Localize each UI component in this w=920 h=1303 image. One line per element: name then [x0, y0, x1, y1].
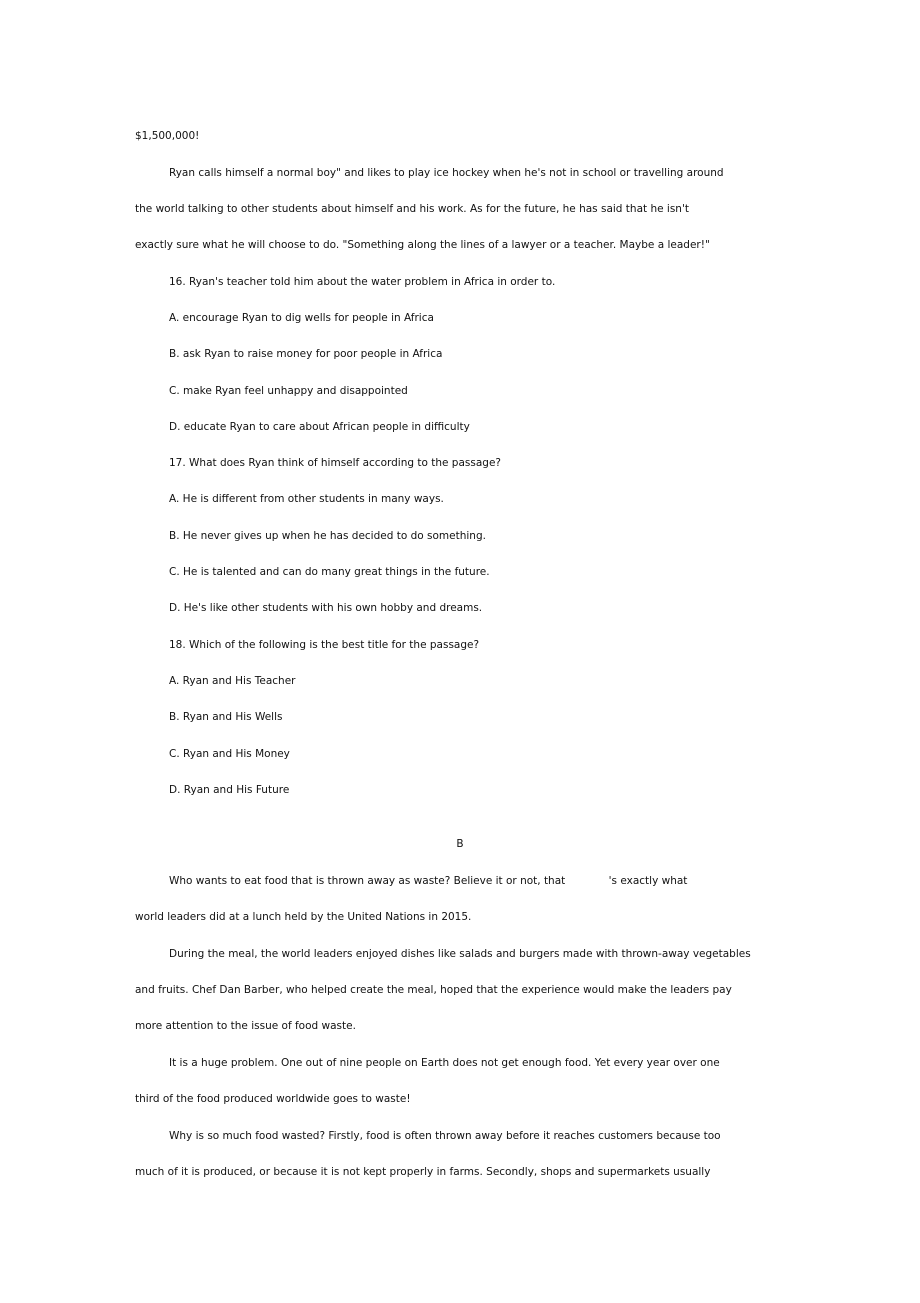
answer-option: C. Ryan and His Money — [169, 748, 290, 760]
paragraph-line: $1,500,000! — [135, 130, 200, 142]
paragraph-line: Why is so much food wasted? Firstly, food is often thrown away before it reaches customers because too — [169, 1130, 721, 1142]
answer-option: B. Ryan and His Wells — [169, 711, 283, 723]
answer-option: D. He's like other students with his own hobby and dreams. — [169, 602, 483, 614]
answer-option: B. He never gives up when he has decided to do something. — [169, 530, 486, 542]
answer-option: A. Ryan and His Teacher — [169, 675, 296, 687]
answer-option: C. make Ryan feel unhappy and disappointed — [169, 385, 408, 397]
paragraph-line: more attention to the issue of food waste. — [135, 1020, 356, 1032]
section-heading: B — [456, 838, 464, 850]
paragraph-line: world leaders did at a lunch held by the United Nations in 2015. — [135, 911, 472, 923]
paragraph-line: the world talking to other students about himself and his work. As for the future, he has said that he isn't — [135, 203, 689, 215]
answer-option: A. encourage Ryan to dig wells for people in Africa — [169, 312, 434, 324]
paragraph-line: exactly sure what he will choose to do. "Something along the lines of a lawyer or a teacher. Maybe a leader!" — [135, 239, 710, 251]
answer-option: D. Ryan and His Future — [169, 784, 290, 796]
paragraph-line: and fruits. Chef Dan Barber, who helped create the meal, hoped that the experience would make the leaders pay — [135, 984, 732, 996]
answer-option: D. educate Ryan to care about African people in difficulty — [169, 421, 470, 433]
question-stem: 16. Ryan's teacher told him about the water problem in Africa in order to. — [169, 276, 556, 288]
answer-option: B. ask Ryan to raise money for poor people in Africa — [169, 348, 443, 360]
paragraph-line: third of the food produced worldwide goes to waste! — [135, 1093, 411, 1105]
paragraph-line: Ryan calls himself a normal boy" and likes to play ice hockey when he's not in school or travelling around — [169, 167, 724, 179]
paragraph-line: much of it is produced, or because it is not kept properly in farms. Secondly, shops and supermarkets usually — [135, 1166, 711, 1178]
paragraph-line: During the meal, the world leaders enjoyed dishes like salads and burgers made with thrown-away vegetables — [169, 948, 751, 960]
paragraph-line: It is a huge problem. One out of nine people on Earth does not get enough food. Yet every year over one — [169, 1057, 720, 1069]
paragraph-line: Who wants to eat food that is thrown away as waste? Believe it or not, that 's exactly what — [169, 875, 688, 887]
answer-option: C. He is talented and can do many great things in the future. — [169, 566, 490, 578]
answer-option: A. He is different from other students in many ways. — [169, 493, 444, 505]
question-stem: 17. What does Ryan think of himself according to the passage? — [169, 457, 501, 469]
question-stem: 18. Which of the following is the best title for the passage? — [169, 639, 480, 651]
